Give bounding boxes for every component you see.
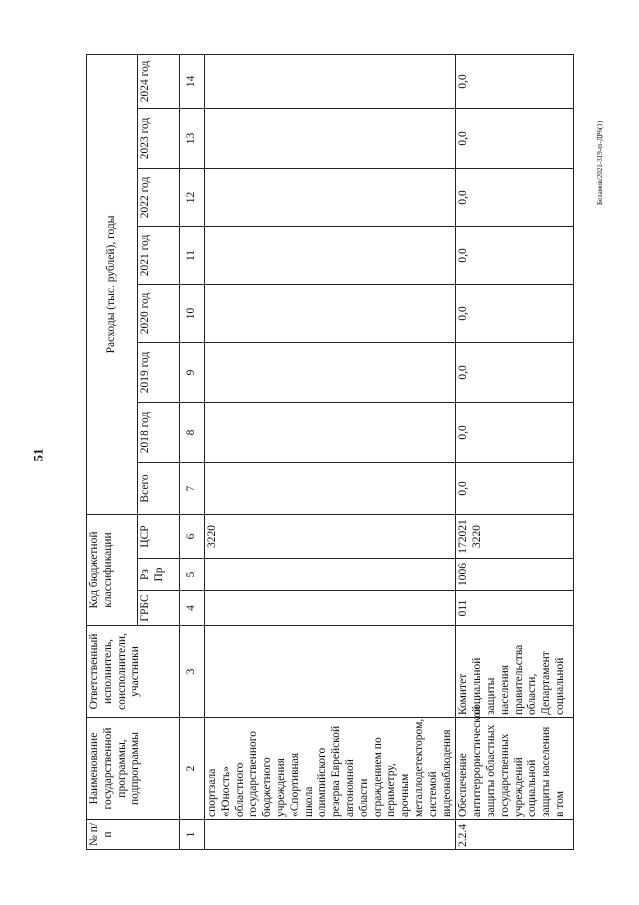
row-value (205, 402, 456, 462)
row-value (205, 108, 456, 168)
document-footer-code: Беламов/2021-319-m-ДР6(1) (596, 120, 604, 205)
row-grbs (205, 591, 456, 626)
row-value: 0,0 (456, 168, 574, 226)
row-value: 0,0 (456, 284, 574, 342)
column-number: 4 (180, 591, 205, 626)
expenses-table (86, 54, 574, 850)
header-name: Наименование государственной программы, подпрограммы (87, 718, 180, 820)
header-total: Всего (138, 462, 180, 514)
column-number: 7 (180, 462, 205, 514)
row-value (205, 168, 456, 226)
page-number: 51 (30, 448, 46, 462)
row-grbs: 011 (456, 591, 574, 626)
column-number: 6 (180, 514, 205, 558)
column-number: 10 (180, 284, 205, 342)
row-value: 0,0 (456, 54, 574, 108)
row-csr: 3220 (205, 514, 456, 558)
header-year: 2018 год (138, 402, 180, 462)
row-total: 0,0 (456, 462, 574, 514)
row-total (205, 462, 456, 514)
row-value: 0,0 (456, 108, 574, 168)
header-no: № п/п (87, 820, 180, 850)
row-value: 0,0 (456, 402, 574, 462)
column-number: 14 (180, 54, 205, 108)
row-value: 0,0 (456, 342, 574, 402)
table-row (456, 54, 574, 849)
row-responsible: Комитет социальной защиты населения правительства области, Департамент социальной (456, 626, 574, 718)
rotated-table-container (86, 55, 616, 850)
row-rzpr: 1006 (456, 559, 574, 591)
row-csr: 172021 3220 (456, 514, 574, 558)
row-rzpr (205, 559, 456, 591)
header-year: 2020 год (138, 284, 180, 342)
column-number: 2 (180, 718, 205, 820)
row-value: 0,0 (456, 226, 574, 284)
row-name: Обеспечение антитеррористической защиты областных государственных учреждений социальной защиты населения в том (456, 718, 574, 820)
row-value (205, 54, 456, 108)
row-responsible (205, 626, 456, 718)
row-value (205, 226, 456, 284)
header-year: 2024 год (138, 54, 180, 108)
header-year: 2022 год (138, 168, 180, 226)
column-number: 12 (180, 168, 205, 226)
column-number: 5 (180, 559, 205, 591)
column-number: 9 (180, 342, 205, 402)
column-number: 13 (180, 108, 205, 168)
header-rzpr: Рз Пр (138, 559, 180, 591)
header-csr: ЦСР (138, 514, 180, 558)
header-year: 2023 год (138, 108, 180, 168)
header-budget-code: Код бюджетной классификации (87, 514, 138, 625)
row-value (205, 284, 456, 342)
header-year: 2019 год (138, 342, 180, 402)
row-value (205, 342, 456, 402)
column-number: 3 (180, 626, 205, 718)
header-expenses: Расходы (тыс. рублей), годы (87, 54, 138, 514)
column-numbers-row (180, 54, 205, 849)
row-name: спортзала «Юность» областного государственного бюджетного учреждения «Спортивная школа олимпийского резерва Еврейской автономной области ограждением по периметру, арочным металлодетектором, системой видеонаблюдения (205, 718, 456, 820)
header-year: 2021 год (138, 226, 180, 284)
row-no (205, 820, 456, 850)
header-responsible: Ответственный исполнитель, соисполнители, участники (87, 626, 180, 718)
table-row (205, 54, 456, 849)
column-number: 8 (180, 402, 205, 462)
row-no: 2.2.4 (456, 820, 574, 850)
header-grbs: ГРБС (138, 591, 180, 626)
column-number: 11 (180, 226, 205, 284)
column-number: 1 (180, 820, 205, 850)
